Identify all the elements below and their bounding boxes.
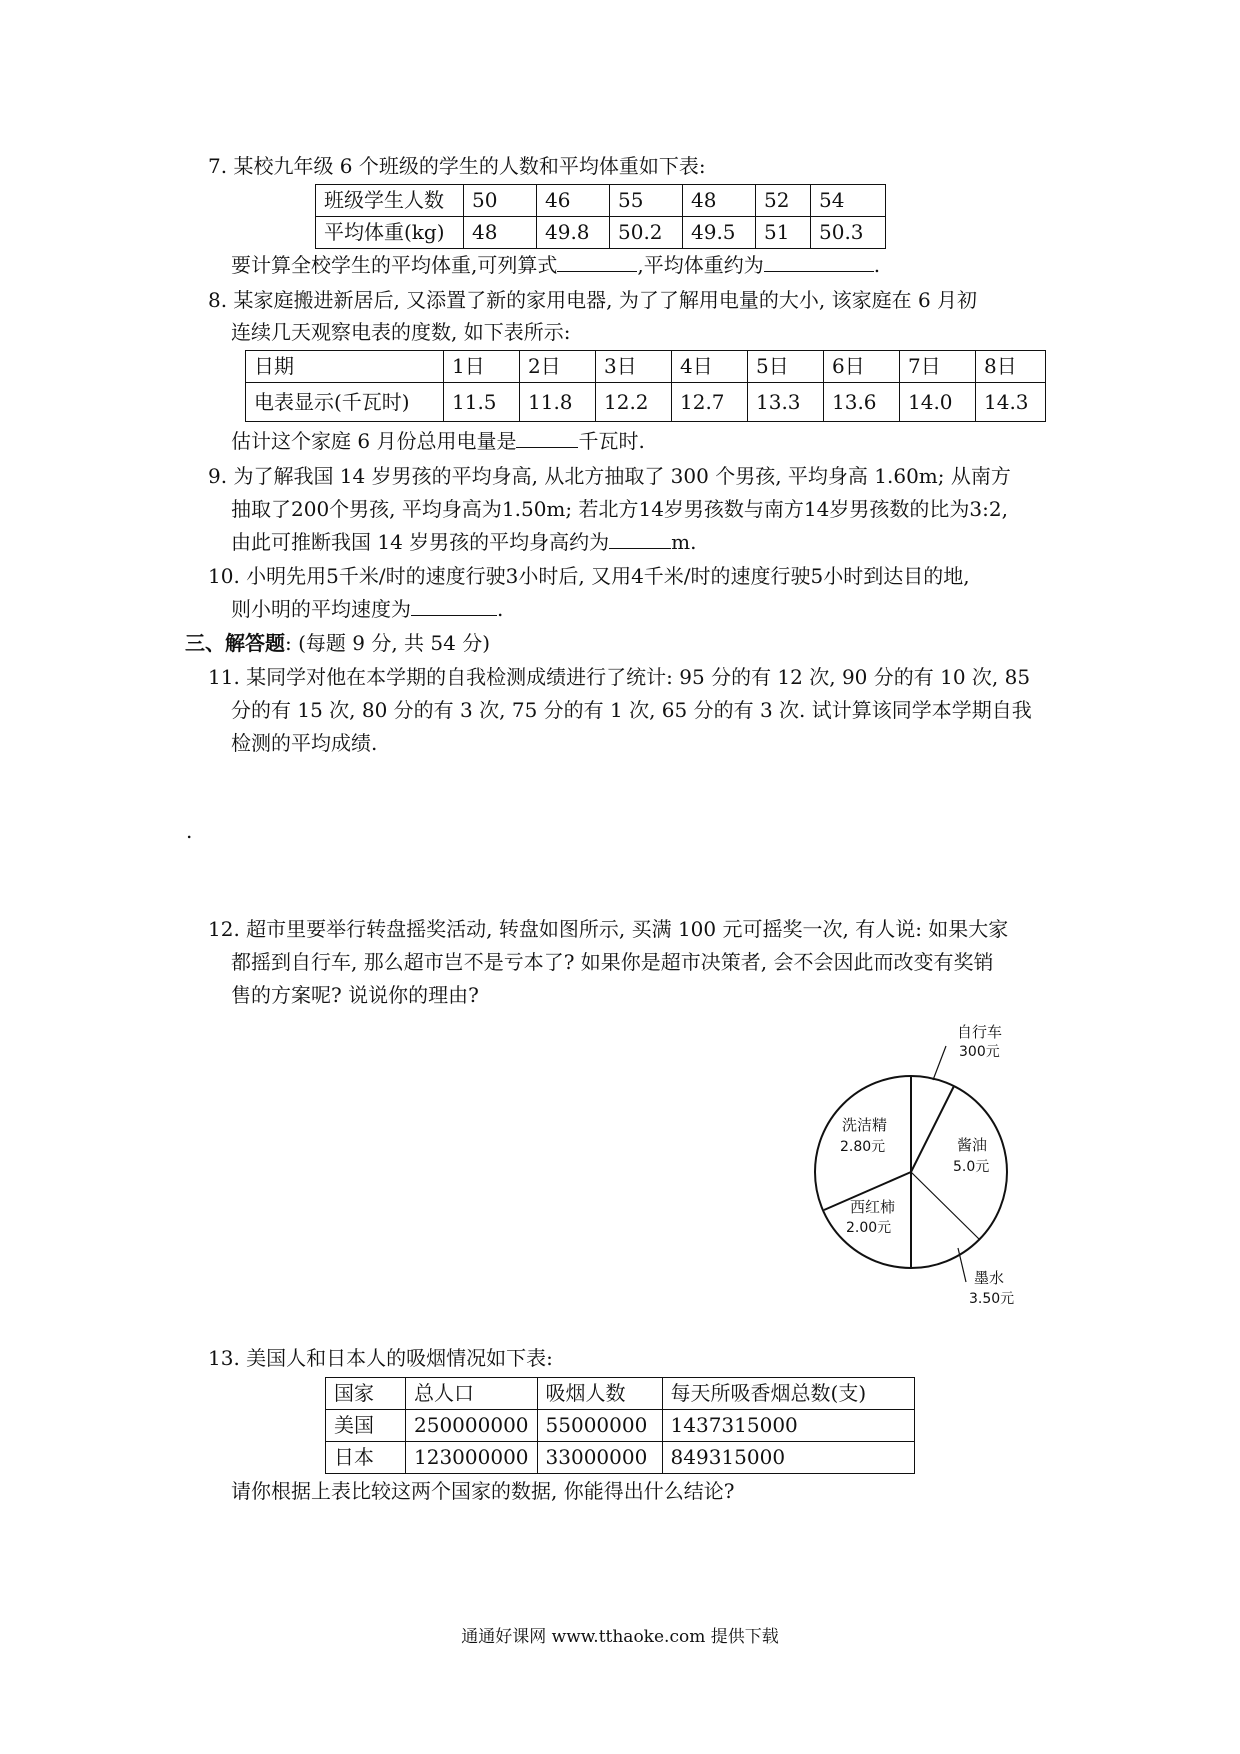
table-cell: 平均体重(kg) — [316, 217, 464, 249]
table-cell: 849315000 — [662, 1442, 914, 1474]
soy-price: 5.0元 — [953, 1159, 990, 1175]
table-cell: 班级学生人数 — [316, 185, 464, 217]
table-cell: 2日 — [520, 351, 596, 383]
section-title: 三、解答题 — [185, 631, 285, 655]
table-row — [246, 383, 1046, 422]
table-cell: 49.8 — [537, 217, 610, 249]
table-cell: 50.3 — [811, 217, 886, 249]
q9-line3-text: 由此可推断我国 14 岁男孩的平均身高约为 — [231, 530, 610, 554]
table-cell: 46 — [537, 185, 610, 217]
table-cell: 吸烟人数 — [537, 1378, 662, 1410]
answer-blank[interactable] — [557, 251, 637, 272]
table-cell: 54 — [811, 185, 886, 217]
table-cell: 250000000 — [406, 1410, 538, 1442]
q9-line1: 9. 为了解我国 14 岁男孩的平均身高, 从北方抽取了 300 个男孩, 平均身高 1.60m; 从南方 — [208, 464, 1011, 488]
tomato-price: 2.00元 — [846, 1220, 892, 1236]
wheel-divider — [911, 1086, 954, 1172]
q12-line3: 售的方案呢? 说说你的理由? — [231, 983, 479, 1007]
q13-smoking-table — [325, 1377, 915, 1474]
prize-wheel-figure — [800, 1020, 1060, 1320]
q8-answer-suffix: 千瓦时. — [578, 429, 645, 453]
q13-text: 13. 美国人和日本人的吸烟情况如下表: — [208, 1346, 553, 1370]
q11-line2: 分的有 15 次, 80 分的有 3 次, 75 分的有 1 次, 65 分的有 3 次. 试计算该同学本学期自我 — [231, 698, 1032, 722]
table-row — [326, 1442, 915, 1474]
q8-meter-table — [245, 350, 1046, 422]
section-note: : (每题 9 分, 共 54 分) — [285, 631, 491, 655]
page-footer: 通通好课网 www.tthaoke.com 提供下载 — [461, 1627, 779, 1647]
table-cell: 14.3 — [976, 383, 1046, 422]
table-cell: 日期 — [246, 351, 444, 383]
table-row — [246, 351, 1046, 383]
table-cell: 每天所吸香烟总数(支) — [662, 1378, 914, 1410]
leader-line — [933, 1046, 946, 1080]
q10-line1: 10. 小明先用5千米/时的速度行驶3小时后, 又用4千米/时的速度行驶5小时到达目的地, — [208, 564, 970, 588]
table-cell: 51 — [756, 217, 811, 249]
table-cell: 48 — [683, 185, 756, 217]
bike-price: 300元 — [959, 1044, 1000, 1060]
soy-label: 酱油 — [957, 1136, 988, 1154]
tomato-label: 西红柿 — [850, 1198, 896, 1216]
answer-blank[interactable] — [764, 251, 874, 272]
table-cell: 12.7 — [672, 383, 748, 422]
bike-label: 自行车 — [957, 1023, 1003, 1041]
table-cell: 美国 — [326, 1410, 406, 1442]
answer-blank[interactable] — [609, 528, 671, 549]
answer-blank[interactable] — [516, 427, 578, 448]
q8-line1: 8. 某家庭搬进新居后, 又添置了新的家用电器, 为了了解用电量的大小, 该家庭在 6 月初 — [208, 288, 978, 312]
table-cell: 日本 — [326, 1442, 406, 1474]
detergent-price: 2.80元 — [840, 1139, 886, 1155]
q10-line2-text: 则小明的平均速度为 — [231, 597, 411, 621]
stray-dot: . — [186, 819, 193, 843]
q9-line2: 抽取了200个男孩, 平均身高为1.50m; 若北方14岁男孩数与南方14岁男孩数的比为3:2, — [231, 497, 1008, 521]
q7-answer-line: 要计算全校学生的平均体重,可列算式 ,平均体重约为 . — [231, 253, 881, 277]
q10-line2: 则小明的平均速度为 . — [231, 597, 504, 621]
table-row — [326, 1410, 915, 1442]
table-cell: 7日 — [900, 351, 976, 383]
table-cell: 国家 — [326, 1378, 406, 1410]
answer-blank[interactable] — [411, 595, 497, 616]
q9-line3 — [231, 527, 697, 557]
q7-text: 7. 某校九年级 6 个班级的学生的人数和平均体重如下表: — [208, 154, 706, 178]
table-cell: 总人口 — [406, 1378, 538, 1410]
table-cell: 33000000 — [537, 1442, 662, 1474]
table-cell: 55000000 — [537, 1410, 662, 1442]
table-cell: 48 — [464, 217, 537, 249]
table-cell: 11.8 — [520, 383, 596, 422]
table-cell: 13.3 — [748, 383, 824, 422]
q12-line1: 12. 超市里要举行转盘摇奖活动, 转盘如图所示, 买满 100 元可摇奖一次, 有人说: 如果大家 — [208, 917, 1009, 941]
table-cell: 电表显示(千瓦时) — [246, 383, 444, 422]
table-cell: 14.0 — [900, 383, 976, 422]
q13-question: 请你根据上表比较这两个国家的数据, 你能得出什么结论? — [231, 1479, 735, 1503]
table-cell: 3日 — [596, 351, 672, 383]
wheel-divider — [911, 1172, 980, 1240]
q8-answer-line — [231, 426, 645, 456]
table-cell: 8日 — [976, 351, 1046, 383]
ink-price: 3.50元 — [969, 1291, 1015, 1307]
table-cell: 50 — [464, 185, 537, 217]
detergent-label: 洗洁精 — [842, 1116, 888, 1134]
table-cell: 5日 — [748, 351, 824, 383]
q11-line1: 11. 某同学对他在本学期的自我检测成绩进行了统计: 95 分的有 12 次, 90 分的有 10 次, 85 — [208, 665, 1031, 689]
table-cell: 55 — [610, 185, 683, 217]
table-row — [316, 185, 886, 217]
ink-label: 墨水 — [974, 1269, 1005, 1287]
table-cell: 12.2 — [596, 383, 672, 422]
q9-line3-unit: m. — [671, 530, 697, 554]
table-cell: 1日 — [444, 351, 520, 383]
q7-weight-table — [315, 184, 886, 249]
table-cell: 52 — [756, 185, 811, 217]
q7-answer-prefix: 要计算全校学生的平均体重,可列算式 — [231, 253, 558, 277]
q7-answer-middle: ,平均体重约为 — [637, 253, 764, 277]
table-row — [316, 217, 886, 249]
table-cell: 11.5 — [444, 383, 520, 422]
table-cell: 13.6 — [824, 383, 900, 422]
table-cell: 6日 — [824, 351, 900, 383]
table-cell: 49.5 — [683, 217, 756, 249]
q8-answer-prefix: 估计这个家庭 6 月份总用电量是 — [231, 429, 517, 453]
table-cell: 50.2 — [610, 217, 683, 249]
q12-line2: 都摇到自行车, 那么超市岂不是亏本了? 如果你是超市决策者, 会不会因此而改变有奖销 — [231, 950, 994, 974]
table-cell: 1437315000 — [662, 1410, 914, 1442]
table-row — [326, 1378, 915, 1410]
section-heading — [185, 628, 490, 658]
q11-line3: 检测的平均成绩. — [231, 731, 378, 755]
table-cell: 123000000 — [406, 1442, 538, 1474]
q8-line2: 连续几天观察电表的度数, 如下表所示: — [231, 320, 571, 344]
table-cell: 4日 — [672, 351, 748, 383]
